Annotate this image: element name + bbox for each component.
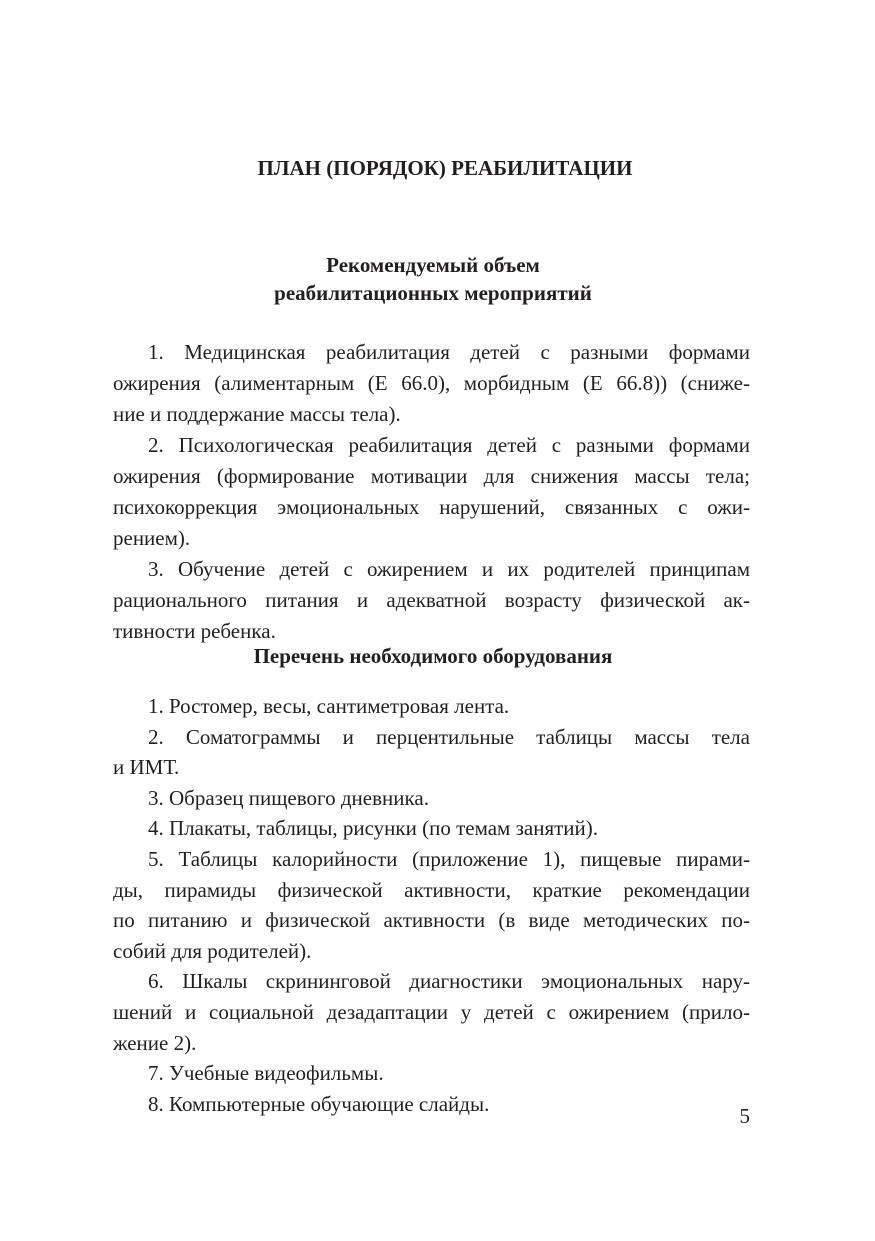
heading-line: Рекомендуемый объем bbox=[326, 253, 540, 277]
paragraph bbox=[113, 554, 750, 647]
text-line: ожирения (алиментарным (Е 66.0), морбидным (Е 66.8)) (сниже- bbox=[113, 371, 750, 395]
heading-line: реабилитационных мероприятий bbox=[274, 281, 592, 305]
list-item bbox=[113, 691, 750, 722]
section-heading-equipment: Перечень необходимого оборудования bbox=[253, 644, 613, 668]
text-line: шений и социальной дезадаптации у детей с ожирением (прило- bbox=[113, 999, 750, 1024]
list-item bbox=[113, 813, 750, 844]
text-line: 3. Обучение детей с ожирением и их родителей принципам bbox=[148, 557, 750, 581]
text-line: и ИМТ. bbox=[113, 755, 180, 780]
text-line: 1. Ростомер, весы, сантиметровая лента. bbox=[148, 694, 510, 718]
list-item bbox=[113, 1058, 750, 1089]
list-item bbox=[113, 783, 750, 814]
list-item bbox=[113, 1089, 750, 1120]
rehabilitation-scope-list bbox=[113, 337, 750, 647]
page-number: 5 bbox=[739, 1104, 750, 1128]
text-line: собий для родителей). bbox=[113, 938, 312, 963]
text-line: 8. Компьютерные обучающие слайды. bbox=[148, 1091, 490, 1116]
text-line: ды, пирамиды физической активности, краткие рекомендации bbox=[113, 877, 750, 902]
page-title: ПЛАН (ПОРЯДОК) РЕАБИЛИТАЦИИ bbox=[257, 156, 633, 180]
list-item bbox=[113, 966, 750, 1058]
text-line: рационального питания и адекватной возрасту физической ак- bbox=[113, 588, 750, 612]
text-line: 7. Учебные видеофильмы. bbox=[148, 1061, 384, 1086]
paragraph bbox=[113, 337, 750, 430]
text-line: психокоррекция эмоциональных нарушений, связанных с ожи- bbox=[113, 495, 750, 519]
list-item bbox=[113, 722, 750, 783]
text-line: жение 2). bbox=[113, 1030, 197, 1055]
text-line: 1. Медицинская реабилитация детей с разными формами bbox=[148, 340, 750, 364]
text-line: 3. Образец пищевого дневника. bbox=[148, 785, 429, 810]
text-line: по питанию и физической активности (в виде методических по- bbox=[113, 908, 750, 933]
text-line: рением). bbox=[113, 526, 191, 550]
text-line: ние и поддержание массы тела). bbox=[113, 402, 401, 426]
text-line: 4. Плакаты, таблицы, рисунки (по темам занятий). bbox=[148, 816, 599, 841]
text-line: 2. Соматограммы и перцентильные таблицы массы тела bbox=[148, 724, 750, 749]
list-item bbox=[113, 844, 750, 966]
text-line: тивности ребенка. bbox=[113, 619, 276, 643]
text-line: 2. Психологическая реабилитация детей с разными формами bbox=[148, 433, 750, 457]
text-line: 5. Таблицы калорийности (приложение 1), пищевые пирами- bbox=[148, 846, 750, 871]
text-line: 6. Шкалы скрининговой диагностики эмоциональных нару- bbox=[148, 969, 750, 994]
paragraph bbox=[113, 430, 750, 554]
equipment-list bbox=[113, 691, 750, 1119]
section-heading-recommended-scope bbox=[113, 251, 753, 307]
text-line: ожирения (формирование мотивации для снижения массы тела; bbox=[113, 464, 750, 488]
